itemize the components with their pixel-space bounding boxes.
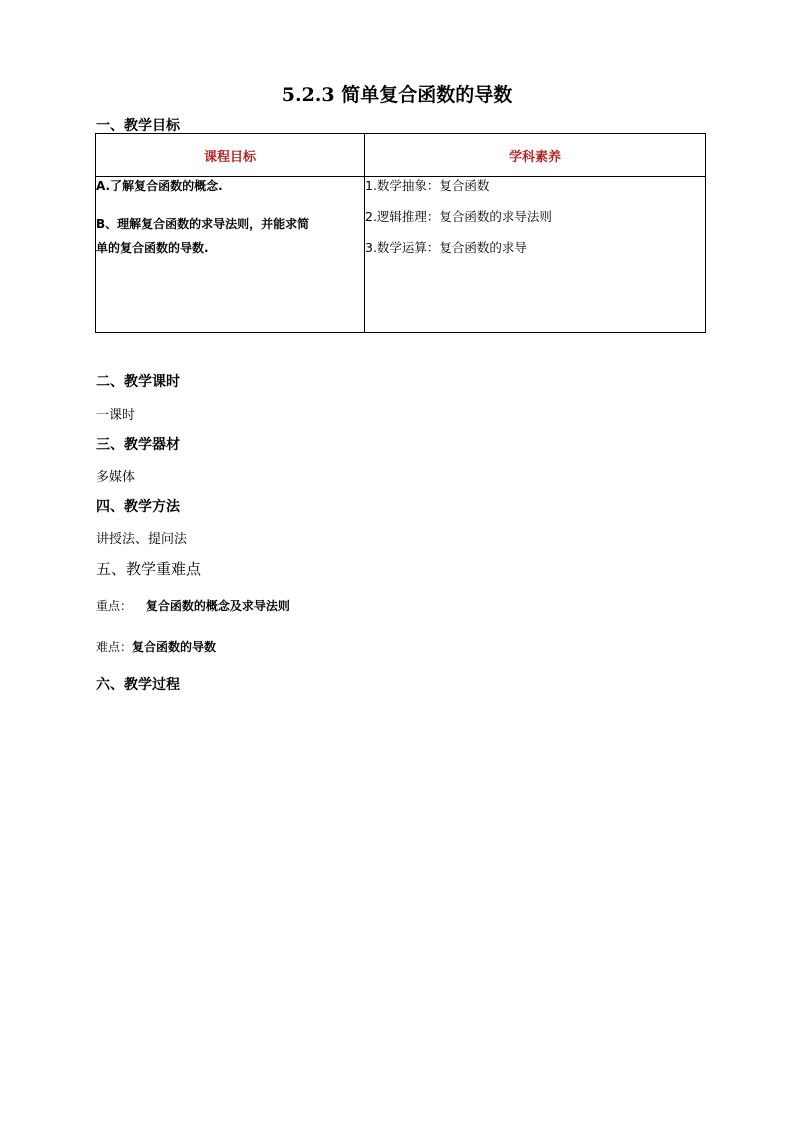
- table-header-row: [96, 134, 706, 177]
- methods-text: 讲授法、提问法: [96, 532, 188, 547]
- section-heading-methods: 四、教学方法: [96, 499, 180, 515]
- goal-line-b: B、理解复合函数的求导法则，并能求简: [96, 217, 310, 231]
- class-hours-text: 一课时: [96, 408, 136, 423]
- equipment-text: 多媒体: [96, 470, 136, 485]
- header-course-goals: 课程目标: [96, 134, 365, 177]
- section-heading-teaching-goals: 一、教学目标: [96, 118, 180, 134]
- literacy-line-1: 1.数学抽象：复合函数: [365, 178, 490, 193]
- difficult-point-label: 难点：: [96, 640, 133, 654]
- goal-line-b-cont: 单的复合函数的导数.: [96, 241, 209, 255]
- difficult-point-line: [96, 638, 216, 655]
- literacy-line-2: 2.逻辑推理：复合函数的求导法则: [365, 209, 552, 224]
- key-point-label: 重点：: [96, 599, 133, 613]
- key-point-line: [96, 597, 290, 614]
- section-heading-process: 六、教学过程: [96, 677, 180, 693]
- literacy-line-3: 3.数学运算：复合函数的求导: [365, 240, 527, 255]
- section-heading-equipment: 三、教学器材: [96, 437, 180, 453]
- key-point-text: 复合函数的概念及求导法则: [145, 599, 290, 613]
- course-goals-cell: [96, 177, 365, 333]
- header-subject-literacy: 学科素养: [365, 134, 706, 177]
- objectives-table: [95, 133, 706, 333]
- subject-literacy-cell: [365, 177, 706, 333]
- table-row: [96, 177, 706, 333]
- section-heading-class-hours: 二、教学课时: [96, 374, 180, 390]
- difficult-point-text: 复合函数的导数: [132, 640, 217, 654]
- page-title: 5.2.3 简单复合函数的导数: [281, 84, 513, 106]
- section-heading-key-points: 五、教学重难点: [96, 560, 202, 578]
- goal-line-a: A.了解复合函数的概念.: [96, 179, 223, 193]
